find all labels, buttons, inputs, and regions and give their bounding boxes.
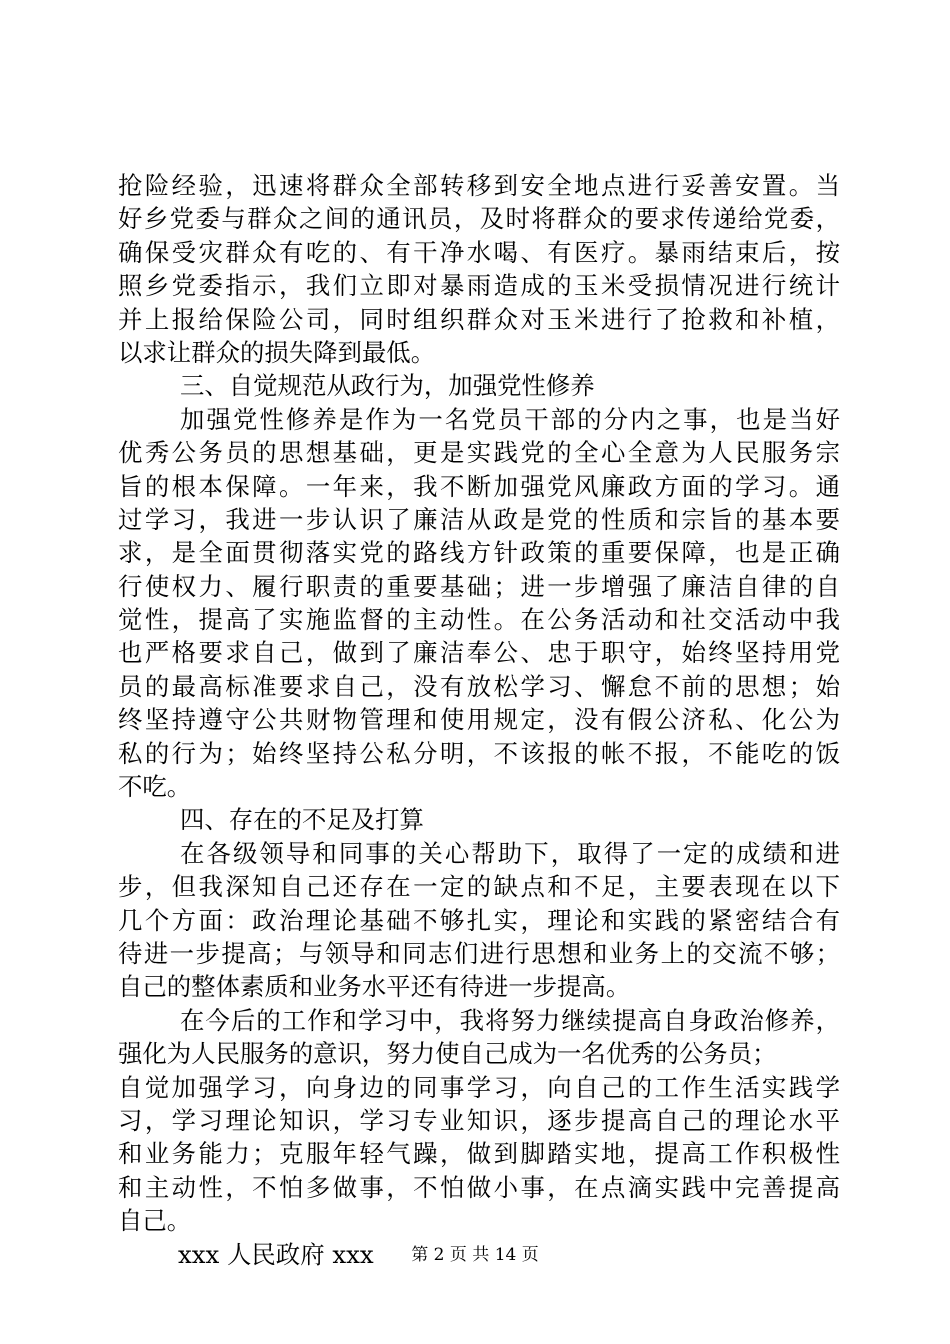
- body-line: 过学习，我进一步认识了廉洁从政是党的性质和宗旨的基本要: [118, 504, 840, 534]
- body-line: 加强党性修养是作为一名党员干部的分内之事，也是当好: [180, 404, 840, 434]
- body-line: 以求让群众的损失降到最低。: [118, 337, 436, 367]
- page-number-footer: 第 2 页 共 14 页: [411, 1245, 539, 1265]
- body-line: 步，但我深知自己还存在一定的缺点和不足，主要表现在以下: [118, 872, 840, 902]
- body-line: 习，学习理论知识，学习专业知识，逐步提高自己的理论水平: [118, 1105, 840, 1135]
- section-heading-3: 三、自觉规范从政行为，加强党性修养: [180, 371, 595, 401]
- body-line: 和业务能力；克服年轻气躁，做到脚踏实地，提高工作积极性: [118, 1139, 840, 1169]
- body-line: 抢险经验，迅速将群众全部转移到安全地点进行妥善安置。当: [118, 171, 840, 200]
- body-line: 在各级领导和同事的关心帮助下，取得了一定的成绩和进: [180, 838, 840, 868]
- body-line: 优秀公务员的思想基础，更是实践党的全心全意为人民服务宗: [118, 438, 840, 468]
- body-line: 强化为人民服务的意识，努力使自己成为一名优秀的公务员；: [118, 1039, 777, 1069]
- body-line: 并上报给保险公司，同时组织群众对玉米进行了抢救和补植，: [118, 304, 840, 334]
- body-line: 照乡党委指示，我们立即对暴雨造成的玉米受损情况进行统计: [118, 271, 840, 301]
- body-line: 员的最高标准要求自己，没有放松学习、懈怠不前的思想；始: [118, 671, 840, 701]
- section-heading-4: 四、存在的不足及打算: [180, 805, 424, 835]
- body-line: 自觉加强学习，向身边的同事学习，向自己的工作生活实践学: [118, 1072, 840, 1102]
- body-line: 终坚持遵守公共财物管理和使用规定，没有假公济私、化公为: [118, 705, 840, 735]
- body-line: 行使权力、履行职责的重要基础；进一步增强了廉洁自律的自: [118, 571, 840, 601]
- body-line: 自己的整体素质和业务水平还有待进一步提高。: [118, 972, 631, 1002]
- body-line: 不吃。: [118, 772, 192, 802]
- body-line: 私的行为；始终坚持公私分明，不该报的帐不报，不能吃的饭: [118, 738, 840, 768]
- body-line: 在今后的工作和学习中，我将努力继续提高自身政治修养，: [180, 1005, 840, 1035]
- body-line: 自己。: [118, 1206, 192, 1236]
- body-line: 求，是全面贯彻落实党的路线方针政策的重要保障，也是正确: [118, 538, 840, 568]
- body-line: 几个方面：政治理论基础不够扎实，理论和实践的紧密结合有: [118, 905, 840, 935]
- body-line: 觉性，提高了实施监督的主动性。在公务活动和社交活动中我: [118, 605, 840, 635]
- body-line: 和主动性，不怕多做事，不怕做小事，在点滴实践中完善提高: [118, 1172, 840, 1202]
- body-line: 旨的根本保障。一年来，我不断加强党风廉政方面的学习。通: [118, 471, 840, 501]
- body-line: 确保受灾群众有吃的、有干净水喝、有医疗。暴雨结束后，按: [118, 237, 840, 267]
- body-line: 好乡党委与群众之间的通讯员，及时将群众的要求传递给党委，: [118, 204, 840, 234]
- signature-line: xxx 人民政府 xxx: [178, 1239, 374, 1269]
- body-line: 也严格要求自己，做到了廉洁奉公、忠于职守，始终坚持用党: [118, 638, 840, 668]
- document-body: [118, 169, 840, 1271]
- body-line: 待进一步提高；与领导和同志们进行思想和业务上的交流不够；: [118, 938, 840, 968]
